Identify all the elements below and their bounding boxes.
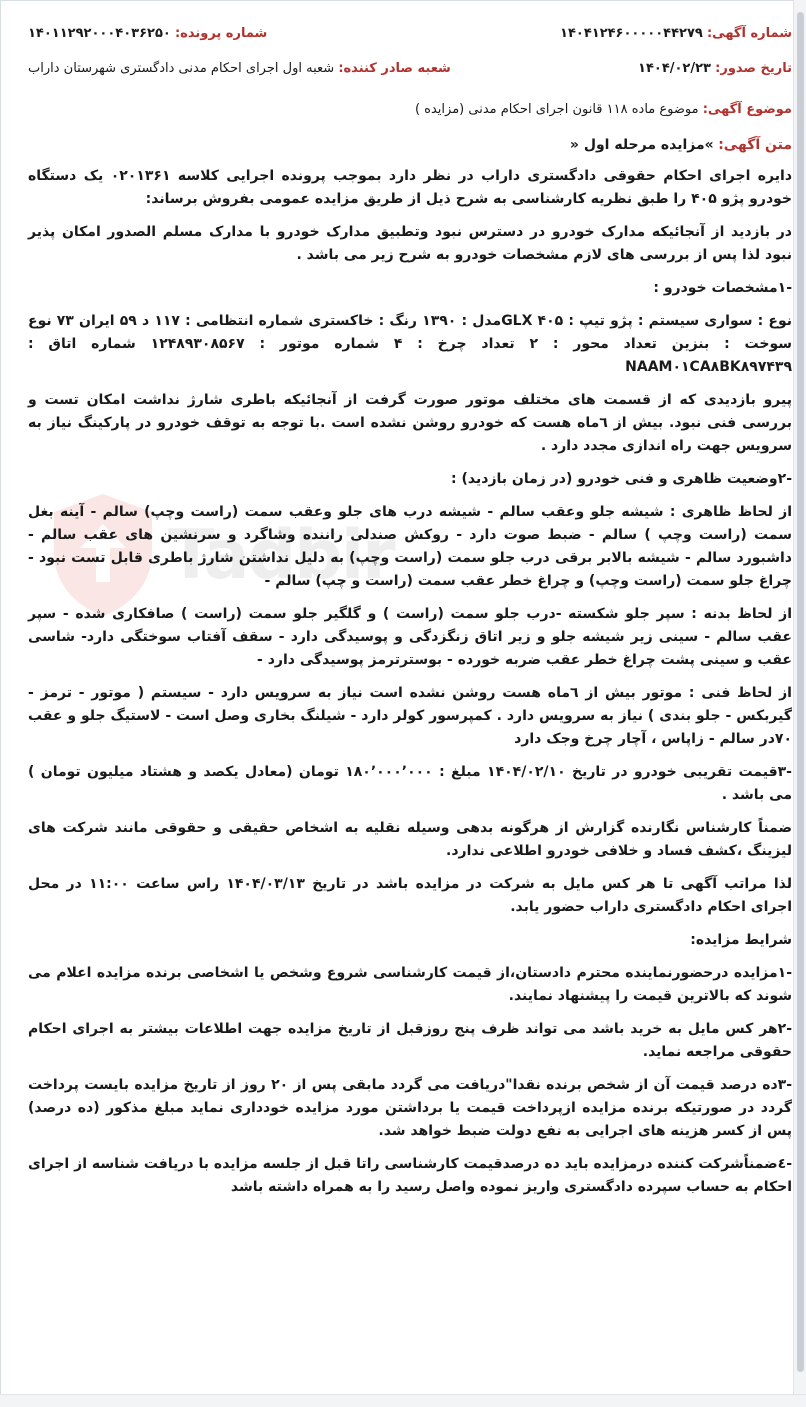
paragraph: از لحاظ بدنه : سپر جلو شکسته -درب جلو سمت (راست ) و گلگیر جلو سمت (راست ) صافکاری شده - سپر عقب سالم - سینی زیر شیشه جلو و زیر اتاق زنگزدگی و پوسیدگی دارد - سقف آفتاب سوختگی دارد- شاسی عقب و سینی پشت چراغ خطر عقب ضربه خورده - بوسترترمز پوسیدگی دارد -	[28, 606, 792, 668]
scrollbar-thumb[interactable]	[797, 12, 804, 1372]
paragraph: ضمناً کارشناس نگارنده گزارش از هرگونه بدهی وسیله نقلیه به اشخاص حقیقی و حقوقی مانند شرکت های لیزینگ ،کشف فساد و خلافی خودرو اطلاعی ندارد.	[28, 820, 792, 859]
text-heading-value: »مزایده مرحله اول «	[569, 137, 714, 153]
paragraph: -٤ضمناًشرکت کننده درمزایده باید ده درصدقیمت کارشناسی راتا قبل از جلسه مزایده با دریافت شناسه از اجرای احکام به حساب سپرده دادگستری واریز نموده واصل رسید را به همراه داشته باشد	[28, 1156, 792, 1195]
announcement	[28, 26, 792, 1209]
issue-date	[638, 61, 792, 76]
file-number	[28, 26, 267, 41]
ad-number-label: شماره آگهی:	[706, 26, 792, 41]
paragraph: از لحاظ ظاهری : شیشه جلو وعقب سالم - شیشه درب های جلو وعقب سمت (راست وچپ) سالم - آینه بغل سمت (راست وچپ ) سالم - ضبط صوت دارد - روکش صندلی راننده وشاگرد و سرنشین های عقب سالم - داشبورد سالم - شیشه بالابر برقی درب جلو سمت (راست وچپ) به دلیل نداشتن شارژ باطری قابل تست نبود - چراغ جلو سمت (راست وچپ) و چراغ خطر عقب سمت (راست و چپ) سالم -	[28, 504, 792, 589]
section-heading: -۲وضعیت ظاهری و فنی خودرو (در زمان بازدید) :	[451, 471, 792, 487]
paragraph: نوع : سواری سیستم : پژو تیپ : GLX ۴۰۵مدل : ۱۳۹۰ رنگ : خاکستری شماره انتظامی : ۱۱۷ د ۵۹ ایران ۷۳ نوع سوخت : بنزین تعداد محور : ۲ تعداد چرخ : ۴ شماره موتور : ۱۲۴۸۹۳۰۸۵۶۷ شماره اتاق : NAAM۰۱CA۸BK۸۹۷۴۳۹	[28, 313, 793, 375]
paragraph: از لحاظ فنی : موتور بیش از ٦ماه هست روشن نشده است نیاز به سرویس دارد - سیستم ( موتور - ترمز - گیربکس - جلو بندی ) نیاز به سرویس دارد . کمپرسور کولر دارد - شیلنگ بخاری وصل است - لاستیگ جلو و عقب ۷۰در سالم - زاپاس ، آچار چرخ وجک دارد	[28, 685, 792, 747]
paragraph: در بازدید از آنجائیکه مدارک خودرو در دسترس نبود وتطبیق مدارک خودرو با مدارک مسلم الصدور امکان پذیر نبود لذا پس از بررسی های لازم مشخصات خودرو به شرح زیر می باشد .	[28, 224, 792, 263]
horizontal-scrollbar[interactable]	[0, 1394, 806, 1407]
text-heading-label: متن آگهی:	[718, 137, 792, 153]
file-number-label: شماره پرونده:	[174, 26, 268, 41]
paragraph: پیرو بازدیدی که از قسمت های مختلف موتور صورت گرفت از آنجائیکه باطری شارژ نداشت امکان تست و بررسی فنی نبود. بیش از ٦ماه هست که خودرو روشن نشده است .با توجه به توقف خودرو در پارکینگ نیاز به سرویس جهت راه اندازی مجدد دارد .	[28, 392, 793, 454]
issuing-branch-label: شعبه صادر کننده:	[338, 61, 451, 76]
subject	[28, 102, 792, 117]
vertical-scrollbar[interactable]	[793, 0, 806, 1407]
issuing-branch-value: شعبه اول اجرای احکام مدنی دادگستری شهرستان داراب	[28, 61, 335, 76]
ad-number	[560, 26, 792, 41]
subject-label: موضوع آگهی:	[702, 102, 792, 117]
paragraph: -۳ده درصد قیمت آن از شخص برنده نقدا"دریافت می گردد مابقی پس از ۲۰ روز از تاریخ مزایده بایست پرداخت گردد در صورتیکه برنده مزایده ازپرداخت قیمت یا برداشتن مورد مزایده خودداری نماید مبلغ مذکور (ده درصد) پس از کسر هزینه های اجرایی به نفع دولت ضبط خواهد شد.	[28, 1077, 792, 1139]
paragraph: -۱مزایده درحضورنماینده محترم دادستان،از قیمت کارشناسی شروع وشخص یا اشخاصی برنده مزایده اعلام می شوند که بالاترین قیمت را پیشنهاد نمایند.	[28, 965, 792, 1004]
section-heading: -۱مشخصات خودرو :	[653, 280, 792, 296]
paragraph: -۲هر کس مایل به خرید باشد می تواند ظرف پنج روزقبل از تاریخ مزایده جهت اطلاعات بیشتر به اجرای احکام حقوقی مراجعه نماید.	[28, 1021, 792, 1060]
subject-value: موضوع ماده ۱۱۸ قانون اجرای احکام مدنی (مزایده )	[414, 102, 699, 117]
section-heading: شرایط مزایده:	[690, 932, 792, 948]
text-heading	[28, 137, 792, 153]
issue-date-label: تاریخ صدور:	[715, 61, 792, 76]
paragraph: -۳قیمت تقریبی خودرو در تاریخ ۱۴۰۴/۰۲/۱۰ مبلغ : ۱۸۰٬۰۰۰٬۰۰۰ تومان (معادل یکصد و هشتاد میلیون تومان ) می باشد .	[28, 764, 792, 803]
file-number-value: ۱۴۰۱۱۲۹۲۰۰۰۴۰۳۶۲۵۰	[28, 26, 171, 41]
paragraph: لذا مراتب آگهی تا هر کس مایل به شرکت در مزایده باشد در تاریخ ۱۴۰۴/۰۳/۱۳ راس ساعت ۱۱:۰۰ در محل اجرای احکام دادگستری داراب حضور یابد.	[28, 876, 792, 915]
issue-date-value: ۱۴۰۴/۰۲/۲۳	[638, 61, 711, 76]
paragraph: دایره اجرای احکام حقوقی دادگستری داراب در نظر دارد بموجب پرونده اجرایی کلاسه ۰۲۰۱۳۶۱ یک دستگاه خودرو پژو ۴۰۵ را طبق نظریه کارشناسی به شرح ذیل از طریق مزایده عمومی بفروش برساند:	[28, 168, 792, 207]
ad-number-value: ۱۴۰۴۱۲۴۶۰۰۰۰۰۴۴۲۷۹	[560, 26, 703, 41]
watermark-text: Tadbir	[168, 516, 394, 595]
header-row-1	[28, 26, 792, 41]
issuing-branch	[28, 61, 451, 76]
header-row-2	[28, 61, 792, 76]
